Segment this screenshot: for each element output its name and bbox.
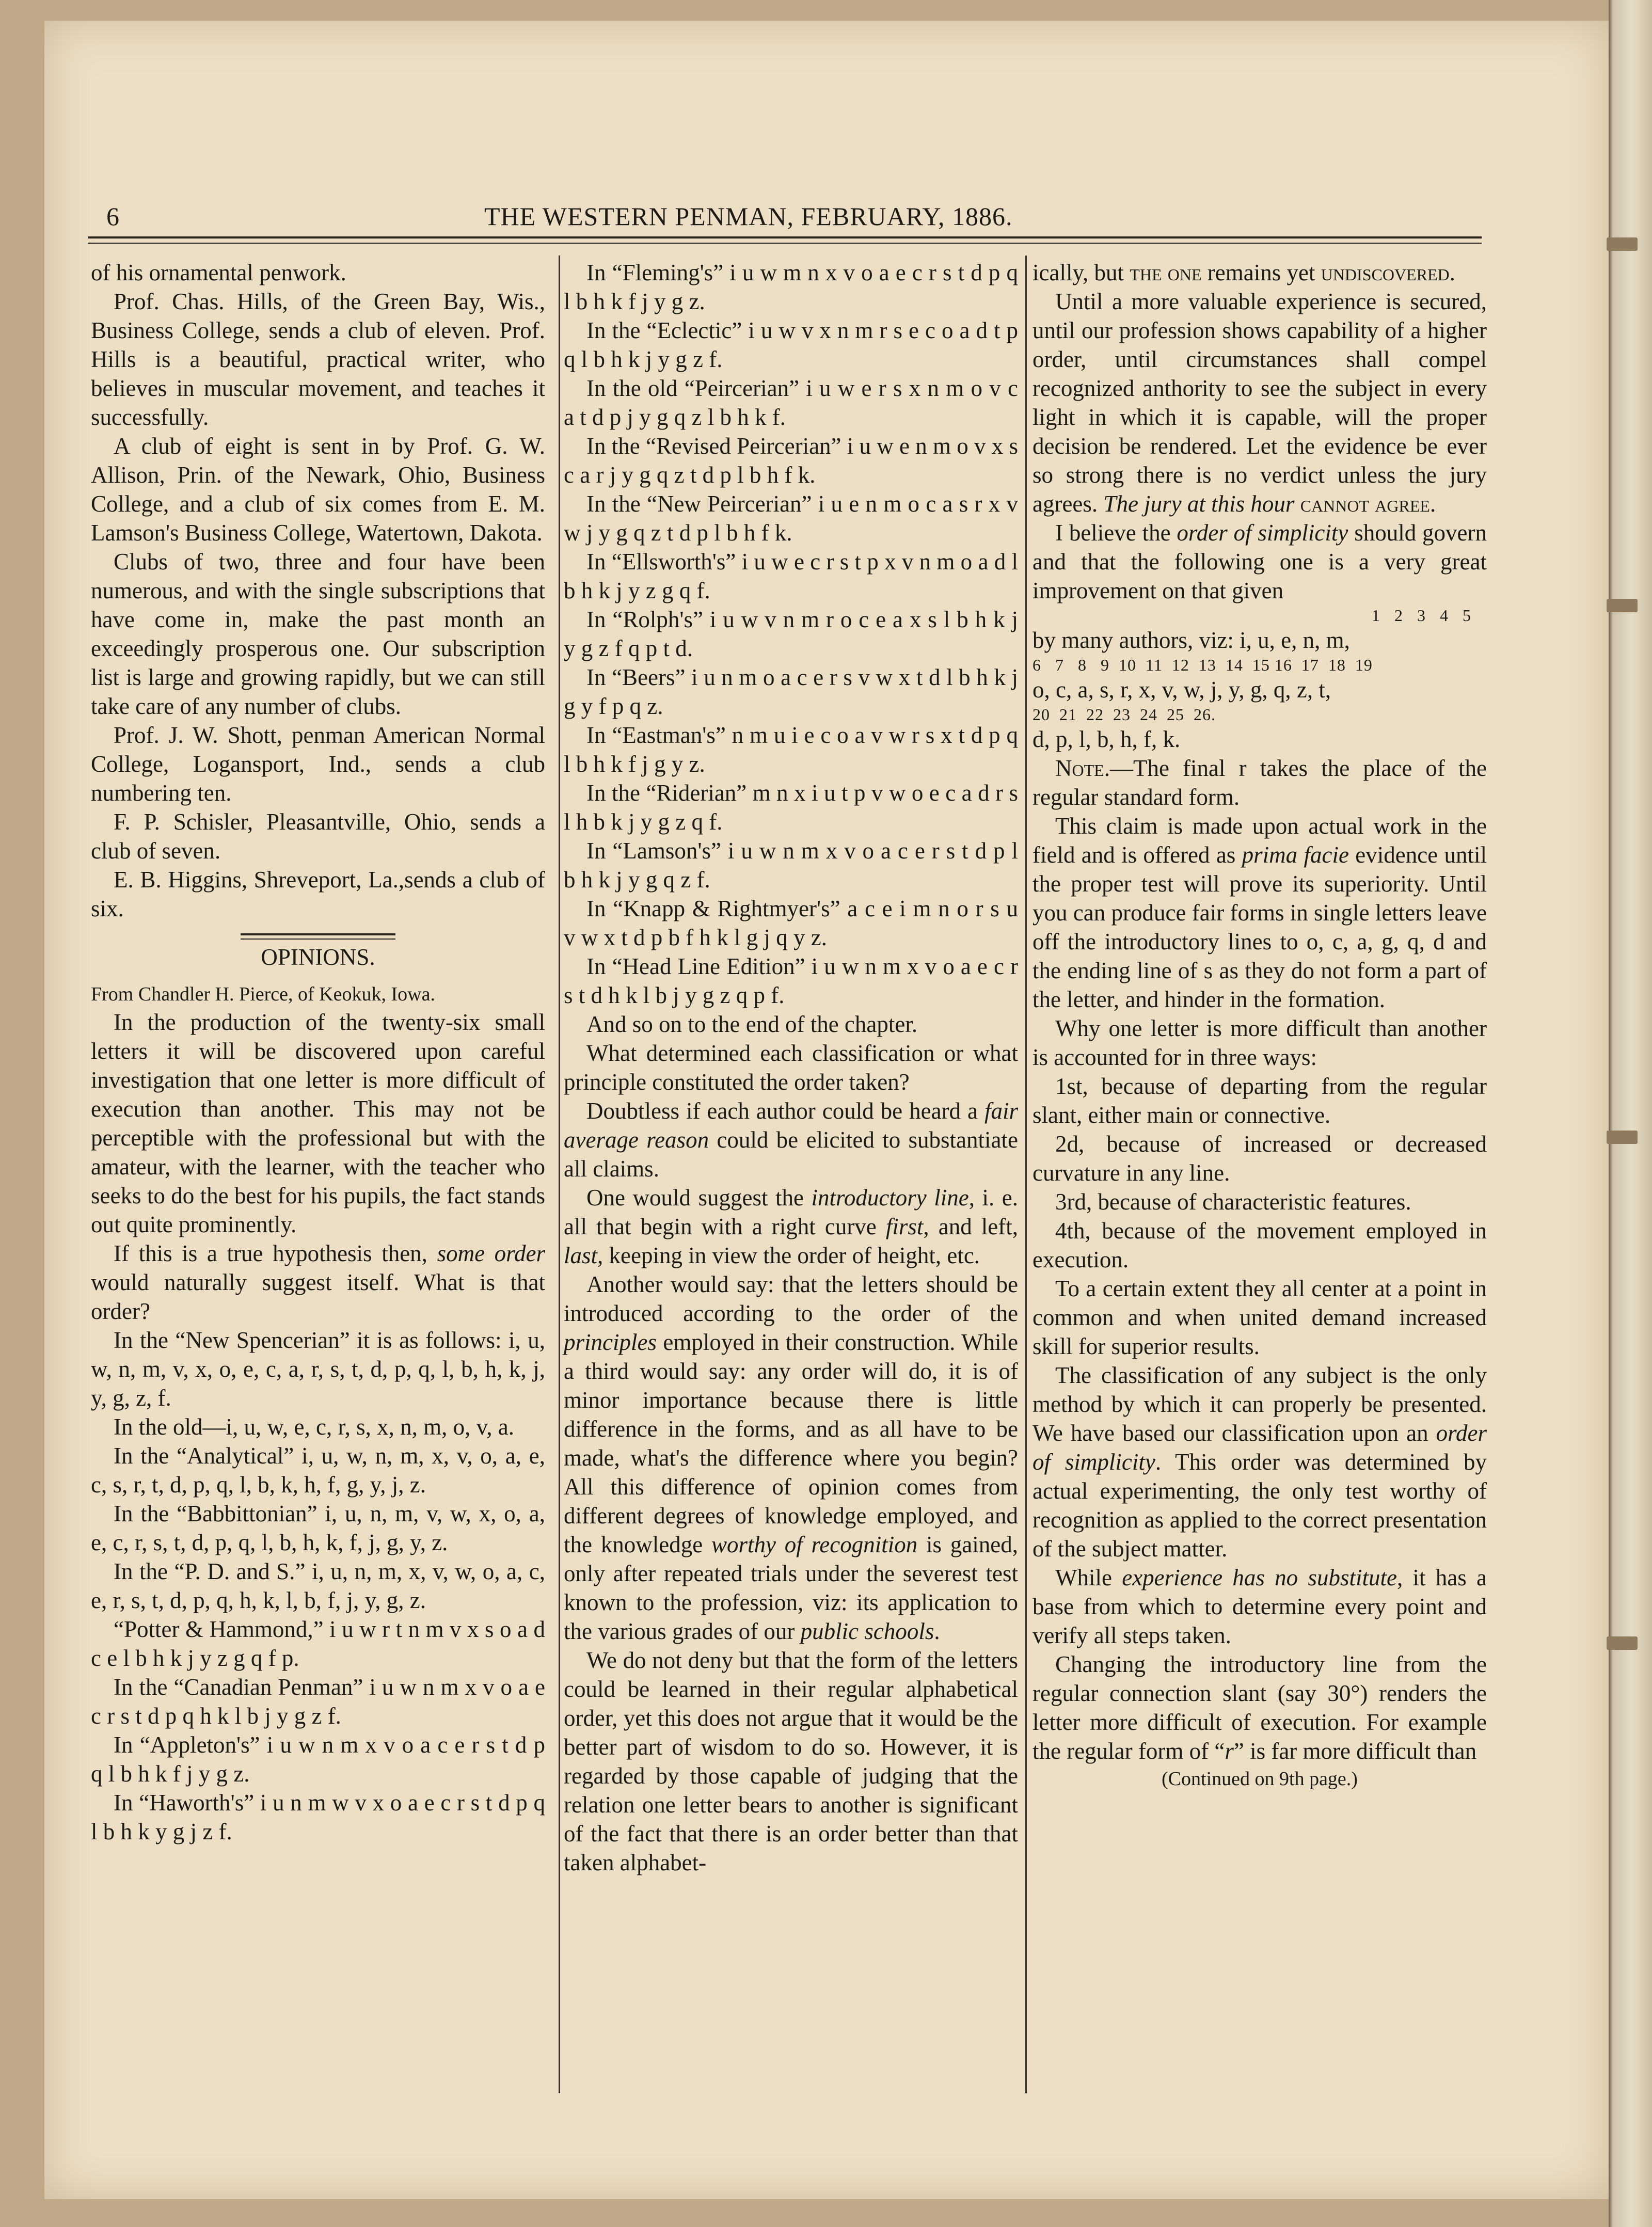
paragraph: 3rd, because of characteristic features. [1055,1189,1411,1215]
paragraph: The classification of any subject is the only method by which it can properly be presented. We have based our classification upon an order of simplicity. This order was determined by actual experimenting, the only test worthy of recognition as applied to the correct presentation of the subject matter. [1032,1362,1487,1562]
paragraph: Until a more valuable experience is secured, until our profession shows capability of a higher order, until circumstances shall compel recognized anthority to see the subject in every light in which it is capable, will the proper decision be rendered. Let the evidence be ever so strong there is no verdict unless the jury agrees. The jury at this hour cannot agree. [1032,289,1487,517]
continued-note: (Continued on 9th page.) [1162,1768,1358,1790]
paragraph: We do not deny but that the form of the letters could be learned in their regular alphabetical order, yet this does not argue that it would be the better part of wisdom to do so. However, it is regarded by those capable of judging that the relation one letter bears to another is significant of the fact that there is an order better than that taken alphabet- [564,1647,1018,1875]
header-rule [88,236,1482,238]
paragraph: A club of eight is sent in by Prof. G. W. Allison, Prin. of the Newark, Ohio, Business College, and a club of six comes from E. M. Lamson's Business College, Watertown, Dakota. [91,433,545,546]
paragraph: In the “Revised Peircerian” i u w e n m o v x s c a r j y g q z t d p l b h f k. [564,433,1019,488]
running-head [101,196,1485,232]
section-rule [241,933,395,940]
paragraph: In “Appleton's” i u w n m x v o a c e r s t d p q l b h k f j y g z. [91,1732,545,1787]
paragraph: In “Knapp & Rightmyer's” a c e i m n o r s u v w x t d p b f h k l g j q y z. [564,896,1018,950]
note: Note.—The final r takes the place of the regular standard form. [1032,755,1487,810]
ordinal-numbers: 20 21 22 23 24 25 26. [1032,705,1216,724]
paragraph: Changing the introductory line from the regular connection slant (say 30°) renders the letter more difficult of execution. For example the regular form of “r” is far more difficult than [1032,1651,1487,1764]
paragraph: Prof. Chas. Hills, of the Green Bay, Wis., Business College, sends a club of eleven. Prof. Hills is a beautiful, practical writer, who believes in muscular movement, and teaches it successfully. [91,289,545,430]
paragraph: I believe the order of simplicity should govern and that the following one is a very great improvement on that given [1032,520,1487,603]
column-rule [559,256,560,2093]
paragraph: In “Beers” i u n m o a c e r s v w x t d l b h k j g y f p q z. [564,664,1018,719]
paragraph: In the “New Spencerian” it is as follows: i, u, w, n, m, v, x, o, e, c, a, r, s, t, d, p, q, l, b, h, k, j, y, g, z, f. [91,1327,545,1411]
letter-order: d, p, l, b, h, f, k. [1032,726,1181,752]
paragraph: If this is a true hypothesis then, some order would naturally suggest itself. What is that order? [91,1240,545,1324]
paragraph: ically, but the one remains yet undiscovered. [1032,260,1455,285]
column-2 [564,258,1018,1877]
paragraph: “Potter & Hammond,” i u w r t n m v x s o a d c e l b h k j y z g q f p. [91,1616,545,1671]
paragraph: One would suggest the introductory line, i. e. all that begin with a right curve first, and left, last, keeping in view the order of height, etc. [564,1185,1018,1268]
section-heading: OPINIONS. [261,944,375,970]
paragraph: 4th, because of the movement employed in execution. [1032,1218,1487,1272]
ordinal-numbers: 1 2 3 4 5 [1372,606,1471,625]
letter-order: o, c, a, s, r, x, v, w, j, y, g, q, z, t, [1032,677,1331,703]
paragraph: In the old—i, u, w, e, c, r, s, x, n, m, o, v, a. [114,1414,514,1440]
paragraph: F. P. Schisler, Pleasantville, Ohio, sends a club of seven. [91,809,545,864]
adjacent-page-edge [1609,0,1652,2227]
paragraph: Why one letter is more difficult than another is accounted for in three ways: [1032,1015,1487,1070]
column-3 [1032,258,1487,1792]
paragraph: In “Lamson's” i u w n m x v o a c e r s t d p l b h k j y g q z f. [564,838,1018,893]
page-number: 6 [106,202,120,231]
paragraph: In “Haworth's” i u n m w v x o a e c r s t d p q l b h k y g j z f. [91,1790,545,1844]
binding-tab [1607,237,1638,251]
paragraph: 1st, because of departing from the regular slant, either main or connective. [1032,1073,1487,1128]
binding-tab [1607,599,1638,612]
paragraph: In the “P. D. and S.” i, u, n, m, x, v, w, o, a, c, e, r, s, t, d, p, q, h, k, l, b, f, j, y, g, z. [91,1558,545,1613]
letter-order: by many authors, viz: i, u, e, n, m, [1032,627,1350,653]
column-rule [1025,256,1027,2093]
paragraph: In the “Babbittonian” i, u, n, m, v, w, x, o, a, e, c, r, s, t, d, p, q, l, b, h, k, f, j, g, y, z. [91,1501,545,1555]
paragraph: This claim is made upon actual work in the field and is offered as prima facie evidence until the proper test will prove its superiority. Until you can produce fair forms in single letters leave off the introductory lines to o, c, a, g, q, d and the ending line of s as they do not form a part of the letter, and hinder in the formation. [1032,813,1487,1012]
paragraph: What determined each classification or what principle constituted the order taken? [564,1040,1018,1095]
paragraph: In “Rolph's” i u w v n m r o c e a x s l b h k j y g z f q p t d. [564,607,1018,661]
paragraph: In “Eastman's” n m u i e c o a v w r s x t d p q l b h k f j g y z. [564,722,1018,777]
paragraph: In the “Eclectic” i u w v x n m r s e c o a d t p q l b h k j y g z f. [564,317,1018,372]
paragraph: of his ornamental penwork. [91,260,346,285]
paragraph: Prof. J. W. Shott, penman American Normal College, Logansport, Ind., sends a club numbering ten. [91,722,545,806]
byline: From Chandler H. Pierce, of Keokuk, Iowa. [91,983,435,1005]
paragraph: In the production of the twenty-six small letters it will be discovered upon careful investigation that one letter is more difficult of execution than another. This may not be perceptible with the professional but with the amateur, with the learner, with the teacher who seeks to do the best for his pupils, the fact stands out quite prominently. [91,1009,545,1237]
paragraph: In the “Canadian Penman” i u w n m x v o a e c r s t d p q h k l b j y g z f. [91,1674,545,1729]
page-header-title: THE WESTERN PENMAN, FEBRUARY, 1886. [484,202,1013,231]
ordinal-numbers: 6 7 8 9 10 11 12 13 14 15 16 17 18 19 [1032,656,1373,674]
paragraph: In “Ellsworth's” i u w e c r s t p x v n m o a d l b h k j y z g q f. [564,549,1018,603]
paragraph: Doubtless if each author could be heard a fair average reason could be elicited to substantiate all claims. [564,1098,1018,1182]
binding-tab [1607,1636,1638,1650]
column-1 [91,258,545,1846]
paragraph: While experience has no substitute, it has a base from which to determine every point and verify all steps taken. [1032,1565,1487,1648]
paragraph: Clubs of two, three and four have been numerous, and with the single subscriptions that have come in, make the past month an exceedingly prosperous one. Our subscription list is large and growing rapidly, but we can still take care of any number of clubs. [91,549,545,719]
paragraph: In the “New Peircerian” i u e n m o c a s r x v w j y g q z t d p l b h f k. [564,491,1018,546]
paragraph: In the old “Peircerian” i u w e r s x n m o v c a t d p j y g q z l b h k f. [564,375,1018,430]
paragraph: To a certain extent they all center at a point in common and when united demand increased skill for superior results. [1032,1276,1487,1359]
paragraph: 2d, because of increased or decreased curvature in any line. [1032,1131,1487,1186]
paragraph: And so on to the end of the chapter. [586,1011,918,1037]
paragraph: E. B. Higgins, Shreveport, La.,sends a club of six. [91,867,545,921]
paragraph: Another would say: that the letters should be introduced according to the order of the principles employed in their construction. While a third would say: any order will do, it is of minor importance because there is little difference in the forms, and as all have to be made, what's the difference where you begin? All this difference of opinion comes from different degrees of knowledge employed, and the knowledge worthy of recognition is gained, only after repeated trials under the severest test known to the profession, viz: its application to the various grades of our public schools. [564,1271,1018,1644]
paragraph: In the “Riderian” m n x i u t p v w o e c a d r s l h b k j y g z q f. [564,780,1018,835]
paragraph: In the “Analytical” i, u, w, n, m, x, v, o, a, e, c, s, r, t, d, p, q, l, b, k, h, f, g, y, j, z. [91,1443,545,1498]
header-rule-thin [88,243,1482,244]
binding-tab [1607,1131,1638,1144]
paragraph: In “Head Line Edition” i u w n m x v o a e c r s t d h k l b j y g z q p f. [564,953,1018,1008]
paragraph: In “Fleming's” i u w m n x v o a e c r s t d p q l b h k f j y g z. [564,260,1018,314]
